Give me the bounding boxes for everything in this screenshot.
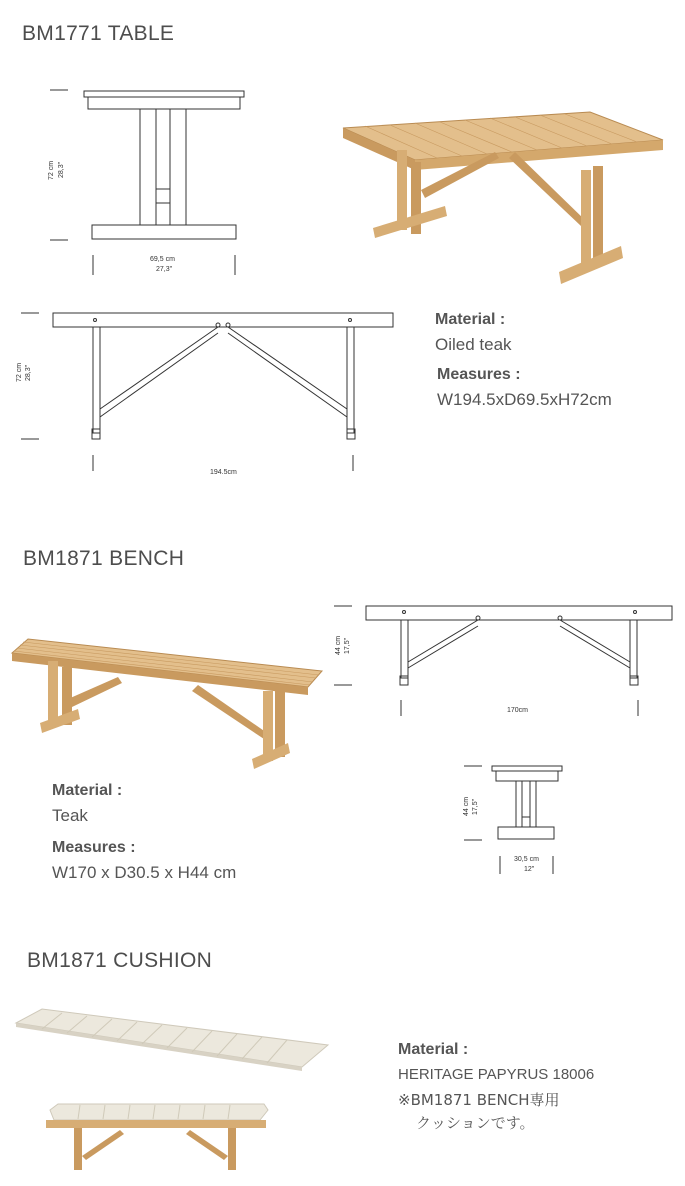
bench-end-height-cm-wrap: [463, 797, 470, 816]
bench-material-label: Material :: [52, 782, 123, 799]
table-material-value: Oiled teak: [435, 335, 512, 354]
table-side-height-in: 28,3": [25, 364, 32, 381]
table-side-height-cm-wrap: [16, 363, 23, 382]
table-end-height-in: 28,3": [58, 161, 65, 178]
table-measures-label: Measures :: [437, 366, 521, 383]
bench-side-height-cm-wrap: [335, 636, 342, 655]
table-side-height-cm: 72 cm: [16, 362, 23, 382]
bench-depth-in: 12": [524, 866, 535, 873]
bench-end-height-cm: 44 cm: [463, 796, 470, 816]
cushion-note-line1: ※BM1871 BENCH専用: [398, 1091, 560, 1109]
cushion-material-label: Material :: [398, 1041, 469, 1058]
bench-side-height-in: 17,5": [344, 637, 351, 654]
bench-depth-cm: 30,5 cm: [514, 856, 539, 863]
table-section-title: BM1771 TABLE: [22, 22, 175, 45]
bench-width-label: 170cm: [507, 707, 529, 714]
table-measures-value: W194.5xD69.5xH72cm: [437, 390, 612, 409]
bench-end-height-in-wrap: [472, 799, 479, 815]
cushion-material-value: HERITAGE PAPYRUS 18006: [398, 1066, 595, 1083]
table-end-height-in-wrap: [58, 162, 65, 178]
cushion-product-image: [12, 1005, 332, 1075]
table-product-image: [335, 110, 670, 285]
table-side-view-drawing: [15, 305, 400, 475]
bench-side-view-drawing: [330, 598, 680, 723]
bench-measures-label: Measures :: [52, 839, 136, 856]
bench-measures-value: W170 x D30.5 x H44 cm: [52, 863, 237, 882]
bench-with-cushion-image: [40, 1100, 272, 1175]
table-material-label: Material :: [435, 311, 506, 328]
bench-material-value: Teak: [52, 806, 88, 825]
table-end-view-drawing: [40, 85, 260, 285]
cushion-section-title: BM1871 CUSHION: [27, 949, 213, 972]
table-width-label: 194.5cm: [210, 469, 237, 476]
table-depth-cm: 69,5 cm: [150, 256, 175, 263]
bench-side-height-in-wrap: [344, 638, 351, 654]
table-end-height-cm: 72 cm: [48, 160, 55, 180]
table-end-height-label: [48, 161, 55, 180]
cushion-note-line2: クッションです。: [416, 1114, 535, 1132]
bench-side-height-cm: 44 cm: [335, 635, 342, 655]
bench-end-height-in: 17,5": [472, 798, 479, 815]
bench-product-image: [8, 635, 328, 775]
table-depth-in: 27,3": [156, 266, 173, 273]
table-side-height-in-wrap: [25, 365, 32, 381]
bench-section-title: BM1871 BENCH: [23, 547, 185, 570]
